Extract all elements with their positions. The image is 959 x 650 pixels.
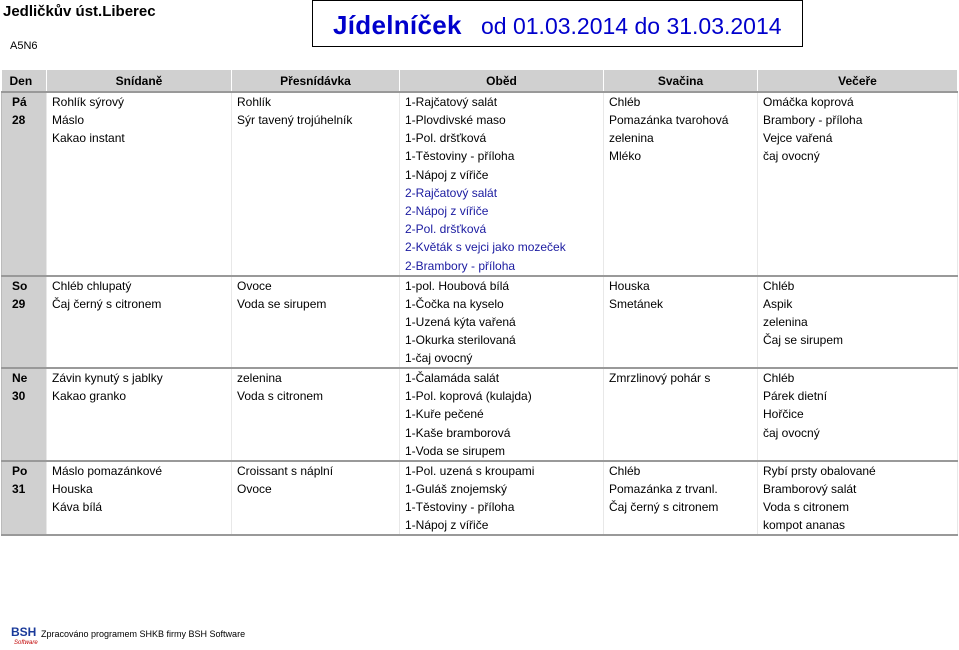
lunch-cell: 2-Květák s vejci jako mozeček [400, 238, 604, 256]
table-row [2, 147, 958, 165]
snack-cell [232, 257, 400, 276]
afternoon-snack-cell [604, 387, 758, 405]
menu-code: A5N6 [10, 40, 38, 52]
table-row [2, 184, 958, 202]
bsh-logo-icon [10, 624, 38, 646]
lunch-cell: 1-Pol. uzená s kroupami [400, 461, 604, 480]
page-title: Jídelníček [333, 10, 462, 40]
lunch-cell: 1-Těstoviny - příloha [400, 498, 604, 516]
dinner-cell: zelenina [758, 313, 958, 331]
snack-cell [232, 498, 400, 516]
table-row [2, 276, 958, 295]
breakfast-cell [47, 405, 232, 423]
day-cell [2, 313, 47, 331]
col-header-breakfast: Snídaně [47, 70, 232, 92]
snack-cell: Sýr tavený trojúhelník [232, 111, 400, 129]
day-cell [2, 184, 47, 202]
lunch-cell: 1-Plovdivské maso [400, 111, 604, 129]
breakfast-cell [47, 442, 232, 461]
table-row [2, 111, 958, 129]
day-cell [2, 220, 47, 238]
lunch-cell: 1-Rajčatový salát [400, 92, 604, 111]
period: od 01.03.2014 do 31.03.2014 [481, 13, 782, 39]
breakfast-cell [47, 331, 232, 349]
snack-cell [232, 516, 400, 535]
table-row [2, 202, 958, 220]
snack-cell [232, 423, 400, 441]
snack-cell [232, 238, 400, 256]
dinner-cell: Párek dietní [758, 387, 958, 405]
breakfast-cell [47, 202, 232, 220]
day-cell [2, 257, 47, 276]
afternoon-snack-cell [604, 313, 758, 331]
title-box [312, 0, 803, 47]
dinner-cell: Voda s citronem [758, 498, 958, 516]
lunch-cell: 1-Pol. dršťková [400, 129, 604, 147]
table-row [2, 257, 958, 276]
lunch-cell: 2-Pol. dršťková [400, 220, 604, 238]
day-cell [2, 516, 47, 535]
afternoon-snack-cell: Čaj černý s citronem [604, 498, 758, 516]
lunch-cell: 1-Čočka na kyselo [400, 295, 604, 313]
day-cell: So [2, 276, 47, 295]
afternoon-snack-cell: Houska [604, 276, 758, 295]
day-cell: Po [2, 461, 47, 480]
dinner-cell: Vejce vařená [758, 129, 958, 147]
day-cell [2, 498, 47, 516]
dinner-cell: Čaj se sirupem [758, 331, 958, 349]
dinner-cell: Chléb [758, 276, 958, 295]
afternoon-snack-cell: Zmrzlinový pohár s [604, 368, 758, 387]
dinner-cell: Omáčka koprová [758, 92, 958, 111]
dinner-cell [758, 202, 958, 220]
table-row [2, 313, 958, 331]
dinner-cell [758, 257, 958, 276]
day-cell: Pá [2, 92, 47, 111]
lunch-cell: 2-Rajčatový salát [400, 184, 604, 202]
dinner-cell [758, 442, 958, 461]
table-row [2, 461, 958, 480]
footer-text: Zpracováno programem SHKB firmy BSH Software [41, 629, 246, 639]
table-row [2, 480, 958, 498]
snack-cell: Ovoce [232, 276, 400, 295]
day-cell [2, 166, 47, 184]
lunch-cell: 1-Čalamáda salát [400, 368, 604, 387]
table-row [2, 349, 958, 368]
dinner-cell: čaj ovocný [758, 423, 958, 441]
afternoon-snack-cell [604, 516, 758, 535]
breakfast-cell: Rohlík sýrový [47, 92, 232, 111]
menu-body [2, 92, 958, 535]
snack-cell [232, 313, 400, 331]
afternoon-snack-cell: Smetánek [604, 295, 758, 313]
breakfast-cell: Houska [47, 480, 232, 498]
dinner-cell [758, 184, 958, 202]
afternoon-snack-cell [604, 423, 758, 441]
snack-cell: Rohlík [232, 92, 400, 111]
dinner-cell: čaj ovocný [758, 147, 958, 165]
snack-cell: zelenina [232, 368, 400, 387]
afternoon-snack-cell [604, 220, 758, 238]
lunch-cell: 1-čaj ovocný [400, 349, 604, 368]
snack-cell [232, 166, 400, 184]
col-header-afternoon-snack: Svačina [604, 70, 758, 92]
afternoon-snack-cell [604, 442, 758, 461]
col-header-snack: Přesnídávka [232, 70, 400, 92]
day-cell [2, 442, 47, 461]
lunch-cell: 1-Pol. koprová (kulajda) [400, 387, 604, 405]
lunch-cell: 1-Okurka sterilovaná [400, 331, 604, 349]
breakfast-cell: Káva bílá [47, 498, 232, 516]
afternoon-snack-cell: Chléb [604, 92, 758, 111]
table-row [2, 498, 958, 516]
breakfast-cell: Kakao instant [47, 129, 232, 147]
snack-cell: Croissant s náplní [232, 461, 400, 480]
snack-cell [232, 147, 400, 165]
breakfast-cell [47, 184, 232, 202]
table-row [2, 405, 958, 423]
dinner-cell: Chléb [758, 368, 958, 387]
day-cell [2, 423, 47, 441]
lunch-cell: 1-pol. Houbová bílá [400, 276, 604, 295]
afternoon-snack-cell: zelenina [604, 129, 758, 147]
snack-cell [232, 405, 400, 423]
breakfast-cell: Čaj černý s citronem [47, 295, 232, 313]
table-row [2, 92, 958, 111]
day-cell [2, 238, 47, 256]
table-row [2, 129, 958, 147]
breakfast-cell: Závin kynutý s jablky [47, 368, 232, 387]
dinner-cell: kompot ananas [758, 516, 958, 535]
day-cell: 30 [2, 387, 47, 405]
lunch-cell: 2-Brambory - příloha [400, 257, 604, 276]
day-cell [2, 202, 47, 220]
breakfast-cell [47, 313, 232, 331]
afternoon-snack-cell: Pomazánka tvarohová [604, 111, 758, 129]
afternoon-snack-cell [604, 349, 758, 368]
snack-cell [232, 184, 400, 202]
snack-cell: Voda se sirupem [232, 295, 400, 313]
afternoon-snack-cell [604, 405, 758, 423]
table-row [2, 295, 958, 313]
afternoon-snack-cell [604, 331, 758, 349]
col-header-day: Den [2, 70, 47, 92]
day-cell [2, 349, 47, 368]
dinner-cell [758, 238, 958, 256]
day-cell: 31 [2, 480, 47, 498]
lunch-cell: 2-Nápoj z vířiče [400, 202, 604, 220]
table-row [2, 516, 958, 535]
day-cell: 28 [2, 111, 47, 129]
snack-cell: Ovoce [232, 480, 400, 498]
snack-cell [232, 220, 400, 238]
col-header-dinner: Večeře [758, 70, 958, 92]
breakfast-cell [47, 220, 232, 238]
snack-cell [232, 442, 400, 461]
lunch-cell: 1-Nápoj z vířiče [400, 166, 604, 184]
header-row [2, 70, 958, 92]
table-row [2, 331, 958, 349]
dinner-cell: Hořčice [758, 405, 958, 423]
menu-table [1, 70, 958, 536]
logo-text: BSH [11, 625, 37, 639]
afternoon-snack-cell [604, 202, 758, 220]
day-cell [2, 405, 47, 423]
day-cell [2, 331, 47, 349]
afternoon-snack-cell: Chléb [604, 461, 758, 480]
snack-cell [232, 349, 400, 368]
afternoon-snack-cell [604, 166, 758, 184]
dinner-cell: Rybí prsty obalované [758, 461, 958, 480]
breakfast-cell [47, 238, 232, 256]
afternoon-snack-cell: Mléko [604, 147, 758, 165]
snack-cell [232, 202, 400, 220]
day-cell: Ne [2, 368, 47, 387]
breakfast-cell [47, 516, 232, 535]
breakfast-cell [47, 166, 232, 184]
afternoon-snack-cell: Pomazánka z trvanl. [604, 480, 758, 498]
table-row [2, 368, 958, 387]
breakfast-cell: Kakao granko [47, 387, 232, 405]
dinner-cell [758, 349, 958, 368]
table-row [2, 423, 958, 441]
lunch-cell: 1-Kaše bramborová [400, 423, 604, 441]
breakfast-cell: Máslo [47, 111, 232, 129]
lunch-cell: 1-Uzená kýta vařená [400, 313, 604, 331]
lunch-cell: 1-Kuře pečené [400, 405, 604, 423]
snack-cell [232, 129, 400, 147]
breakfast-cell: Máslo pomazánkové [47, 461, 232, 480]
logo-sub: Software [14, 640, 38, 646]
table-row [2, 220, 958, 238]
table-row [2, 442, 958, 461]
dinner-cell: Aspik [758, 295, 958, 313]
afternoon-snack-cell [604, 184, 758, 202]
table-row [2, 238, 958, 256]
table-row [2, 166, 958, 184]
dinner-cell [758, 166, 958, 184]
day-cell [2, 129, 47, 147]
snack-cell: Voda s citronem [232, 387, 400, 405]
snack-cell [232, 331, 400, 349]
breakfast-cell: Chléb chlupatý [47, 276, 232, 295]
dinner-cell [758, 220, 958, 238]
day-cell [2, 147, 47, 165]
breakfast-cell [47, 257, 232, 276]
table-row [2, 387, 958, 405]
afternoon-snack-cell [604, 238, 758, 256]
lunch-cell: 1-Těstoviny - příloha [400, 147, 604, 165]
col-header-lunch: Oběd [400, 70, 604, 92]
lunch-cell: 1-Nápoj z vířiče [400, 516, 604, 535]
breakfast-cell [47, 349, 232, 368]
dinner-cell: Bramborový salát [758, 480, 958, 498]
dinner-cell: Brambory - příloha [758, 111, 958, 129]
breakfast-cell [47, 423, 232, 441]
lunch-cell: 1-Voda se sirupem [400, 442, 604, 461]
breakfast-cell [47, 147, 232, 165]
afternoon-snack-cell [604, 257, 758, 276]
school-name: Jedličkův úst.Liberec [3, 3, 156, 20]
lunch-cell: 1-Guláš znojemský [400, 480, 604, 498]
day-cell: 29 [2, 295, 47, 313]
